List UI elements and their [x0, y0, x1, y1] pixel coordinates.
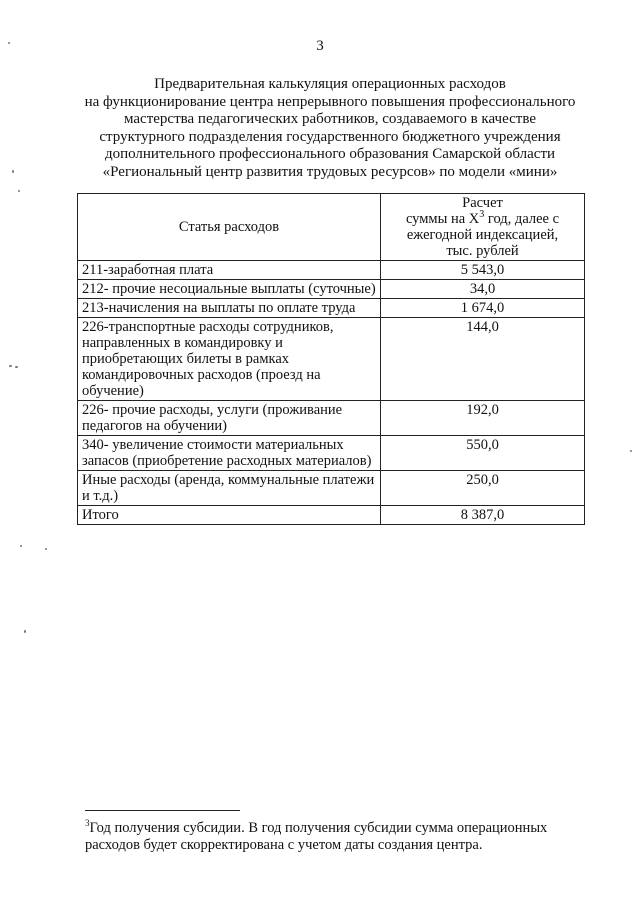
table-row — [78, 280, 585, 299]
expense-item: 340- увеличение стоимости материальных запасов (приобретение расходных материалов) — [78, 436, 381, 471]
title-line: на функционирование центра непрерывного повышения профессионального — [84, 93, 576, 110]
expense-item: 226-транспортные расходы сотрудников, направленных в командировку и приобретающих билеты в рамках командировочных расходов (проезд на обучение) — [78, 318, 381, 401]
footnote-divider — [85, 810, 240, 811]
scan-speck — [15, 366, 18, 368]
title-line: структурного подразделения государственного бюджетного учреждения — [99, 128, 561, 145]
expense-item: Иные расходы (аренда, коммунальные платежи и т.д.) — [78, 471, 381, 506]
table-row — [78, 401, 585, 436]
expense-table — [77, 193, 585, 525]
scan-speck — [24, 630, 26, 633]
expense-item: 212- прочие несоциальные выплаты (суточные) — [78, 280, 381, 299]
expense-value: 192,0 — [381, 401, 585, 436]
scan-speck — [630, 450, 632, 452]
header-amount-line: тыс. рублей — [446, 243, 519, 259]
expense-value: 144,0 — [381, 318, 585, 401]
scan-speck — [45, 548, 47, 550]
document-title — [60, 76, 600, 182]
header-amount-text: год, далее с — [484, 211, 560, 227]
total-value: 8 387,0 — [381, 506, 585, 525]
footnote-marker: 3 — [85, 818, 90, 829]
expense-value: 1 674,0 — [381, 299, 585, 318]
header-amount-line: Расчет — [462, 195, 503, 211]
footnote-ref: 3 — [479, 209, 485, 221]
footnote-line: расходов будет скорректирована с учетом даты создания центра. — [85, 837, 483, 853]
expense-value: 250,0 — [381, 471, 585, 506]
expense-item: 211-заработная плата — [78, 261, 381, 280]
scan-speck — [18, 190, 20, 192]
header-amount-line: ежегодной индексацией, — [406, 227, 559, 243]
footnote-line — [85, 820, 585, 837]
title-line: «Региональный центр развития трудовых ресурсов» по модели «мини» — [102, 163, 558, 180]
header-amount-text: суммы на X — [405, 211, 480, 227]
table-total-row — [78, 506, 585, 525]
footnote — [85, 820, 585, 854]
scan-speck — [9, 365, 12, 367]
expense-item: 226- прочие расходы, услуги (проживание педагогов на обучении) — [78, 401, 381, 436]
expense-value: 34,0 — [381, 280, 585, 299]
table-row — [78, 436, 585, 471]
table-row — [78, 299, 585, 318]
table-row — [78, 471, 585, 506]
table-header-row — [78, 194, 585, 261]
expense-item: 213-начисления на выплаты по оплате труда — [78, 299, 381, 318]
footnote-text: Год получения субсидии. В год получения субсидии сумма операционных — [89, 820, 548, 836]
scan-speck — [20, 545, 22, 547]
scan-speck — [8, 42, 10, 44]
expense-value: 5 543,0 — [381, 261, 585, 280]
title-line: Предварительная калькуляция операционных расходов — [154, 76, 506, 92]
total-label: Итого — [78, 506, 381, 525]
table-row — [78, 261, 585, 280]
title-line: мастерства педагогических работников, создаваемого в качестве — [124, 111, 536, 128]
title-line: дополнительного профессионального образования Самарской области — [104, 146, 556, 163]
expense-value: 550,0 — [381, 436, 585, 471]
header-amount — [381, 194, 585, 261]
page-number: 3 — [316, 38, 324, 54]
scan-speck — [12, 170, 14, 173]
table-row — [78, 318, 585, 401]
header-expense-item: Статья расходов — [78, 194, 381, 261]
header-amount-line — [385, 211, 580, 227]
